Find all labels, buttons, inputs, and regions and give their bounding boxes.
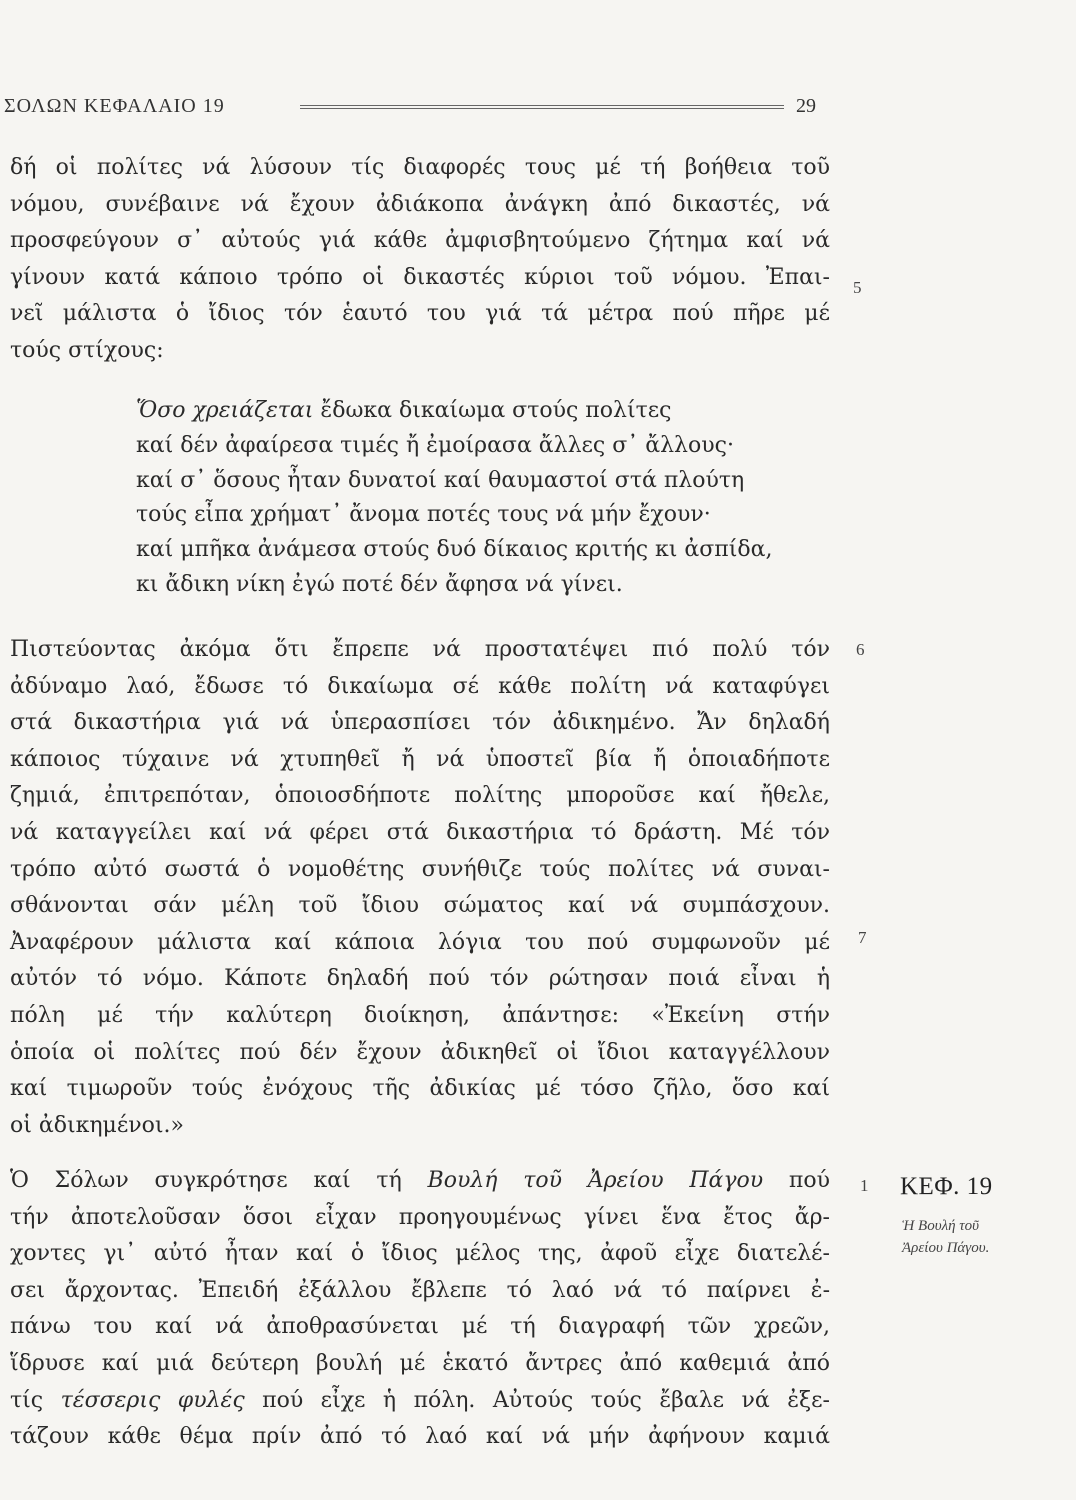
text-line: νεῖ μάλιστα ὁ ἴδιος τόν ἑαυτό του γιά τά μέτρα πού πῆρε μέ — [10, 301, 830, 327]
text-line — [10, 1273, 830, 1310]
verse-line — [136, 394, 836, 429]
verse-quotation — [136, 394, 836, 603]
text-run: Ὁ Σόλων συγκρότησε καί τή — [10, 1168, 428, 1193]
text-line: ἀδύναμο λαό, ἔδωσε τό δικαίωμα σέ κάθε πολίτη νά καταφύγει — [10, 673, 830, 699]
paragraph-3 — [10, 1163, 830, 1456]
text-line — [10, 1309, 830, 1346]
verse-italic-phrase: Ὅσο χρειάζεται — [136, 398, 314, 423]
text-line: γίνουν κατά κάποιο τρόπο οἱ δικαστές κύριοι τοῦ νόμου. Ἐπαι- — [10, 264, 830, 290]
verse-text: καί δέν ἀφαίρεσα τιμές ἤ ἐμοίρασα ἄλλες σ᾽ ἄλλους· — [136, 432, 734, 458]
margin-section-number-6: 6 — [856, 640, 865, 659]
text-run: τάζουν κάθε θέμα πρίν ἀπό τό λαό καί νά μήν ἀφήνουν καμιά — [10, 1424, 830, 1450]
text-line: καί τιμωροῦν τούς ἐνόχους τῆς ἀδικίας μέ τόσο ζῆλο, ὅσο καί — [10, 1076, 830, 1102]
text-line: ζημιά, ἐπιτρεπόταν, ὁποιοσδήποτε πολίτης μποροῦσε καί ἤθελε, — [10, 783, 830, 809]
italic-term: Βουλή τοῦ Ἀρείου Πάγου — [427, 1168, 764, 1193]
text-line: πόλη μέ τήν καλύτερη διοίκηση, ἀπάντησε: «Ἐκείνη στήν — [10, 1002, 830, 1028]
text-run: πάνω του καί νά ἀποθρασύνεται μέ τή διαγραφή τῶν χρεῶν, — [10, 1314, 830, 1340]
text-run: τήν ἀποτελοῦσαν ὅσοι εἶχαν προηγουμένως γίνει ἕνα ἔτος ἄρ- — [10, 1204, 830, 1230]
verse-line — [136, 568, 836, 603]
text-run: τίς — [10, 1387, 61, 1413]
text-line: νόμου, συνέβαινε νά ἔχουν ἀδιάκοπα ἀνάγκη ἀπό δικαστές, νά — [10, 191, 830, 217]
text-line: δή οἱ πολίτες νά λύσουν τίς διαφορές τους μέ τή βοήθεια τοῦ — [10, 155, 830, 180]
text-line — [10, 1236, 830, 1273]
text-run: σει ἄρχοντας. Ἐπειδή ἐξάλλου ἔβλεπε τό λαό νά τό παίρνει ἐ- — [10, 1277, 830, 1303]
text-line — [10, 1346, 830, 1383]
verse-line — [136, 533, 836, 568]
text-run: πού εἶχε ἡ πόλη. Αὐτούς τούς ἔβαλε νά ἐξε- — [244, 1387, 830, 1413]
text-line: νά καταγγείλει καί νά φέρει στά δικαστήρια τό δράστη. Μέ τόν — [10, 819, 830, 845]
verse-text: κι ἄδικη νίκη ἐγώ ποτέ δέν ἄφησα νά γίνει. — [136, 571, 623, 597]
verse-text: τούς εἶπα χρήματ᾽ ἄνομα ποτές τους νά μήν ἔχουν· — [136, 502, 711, 528]
page-number: 29 — [796, 95, 816, 117]
text-line — [10, 1200, 830, 1237]
text-line: αὐτόν τό νόμο. Κάποτε δηλαδή πού τόν ρώτησαν ποιά εἶναι ἡ — [10, 966, 830, 992]
text-line — [10, 1163, 830, 1200]
verse-text: ἔδωκα δικαίωμα στούς πολίτες — [313, 398, 672, 423]
margin-section-number-7: 7 — [858, 928, 867, 947]
chapter-subtitle-line-1: Ἡ Βουλή τοῦ — [902, 1218, 980, 1234]
paragraph-1 — [10, 150, 830, 370]
verse-text: καί μπῆκα ἀνάμεσα στούς δυό δίκαιος κριτής κι ἀσπίδα, — [136, 537, 773, 563]
text-line: τρόπο αὐτό σωστά ὁ νομοθέτης συνήθιζε τούς πολίτες νά συναι- — [10, 856, 830, 882]
chapter-subtitle — [902, 1215, 989, 1259]
verse-line — [136, 429, 836, 464]
text-line: οἱ ἀδικημένοι.» — [10, 1112, 184, 1138]
text-run: πού — [763, 1168, 830, 1193]
chapter-heading: ΚΕΦ. 19 — [900, 1173, 993, 1200]
verse-line — [136, 498, 836, 533]
text-line: ὁποία οἱ πολίτες πού δέν ἔχουν ἀδικηθεῖ οἱ ἴδιοι καταγγέλλουν — [10, 1039, 830, 1065]
text-line — [10, 1419, 830, 1456]
running-head-title: ΣΟΛΩΝ ΚΕΦΑΛΑΙΟ 19 — [4, 95, 225, 117]
text-line: κάποιος τύχαινε νά χτυπηθεῖ ἤ νά ὑποστεῖ βία ἤ ὁποιαδήποτε — [10, 746, 830, 772]
margin-section-number-1: 1 — [860, 1176, 869, 1195]
verse-text: καί σ᾽ ὅσους ἦταν δυνατοί καί θαυμαστοί στά πλούτη — [136, 467, 745, 493]
text-line: τούς στίχους: — [10, 337, 164, 363]
header-double-rule — [300, 105, 784, 113]
text-run: χοντες γι᾽ αὐτό ἦταν καί ὁ ἴδιος μέλος της, ἀφοῦ εἶχε διατελέ- — [10, 1241, 830, 1267]
text-line: στά δικαστήρια γιά νά ὑπερασπίσει τόν ἀδικημένο. Ἄν δηλαδή — [10, 710, 830, 736]
text-line: Ἀναφέρουν μάλιστα καί κάποια λόγια του πού συμφωνοῦν μέ — [10, 929, 830, 955]
text-line: σθάνονται σάν μέλη τοῦ ἴδιου σώματος καί νά συμπάσχουν. — [10, 893, 830, 919]
margin-line-number-5: 5 — [853, 278, 862, 297]
text-line: Πιστεύοντας ἀκόμα ὅτι ἔπρεπε νά προστατέψει πιό πολύ τόν — [10, 637, 830, 662]
running-header — [0, 95, 1076, 125]
text-line: προσφεύγουν σ᾽ αὐτούς γιά κάθε ἀμφισβητούμενο ζήτημα καί νά — [10, 228, 830, 254]
text-run: ἵδρυσε καί μιά δεύτερη βουλή μέ ἑκατό ἄντρες ἀπό καθεμιά ἀπό — [10, 1350, 830, 1376]
text-line — [10, 1383, 830, 1420]
italic-term: τέσσερις φυλές — [60, 1387, 245, 1413]
verse-line — [136, 464, 836, 499]
chapter-subtitle-line-2: Ἀρείου Πάγου. — [902, 1240, 990, 1256]
paragraph-2 — [10, 632, 830, 1144]
